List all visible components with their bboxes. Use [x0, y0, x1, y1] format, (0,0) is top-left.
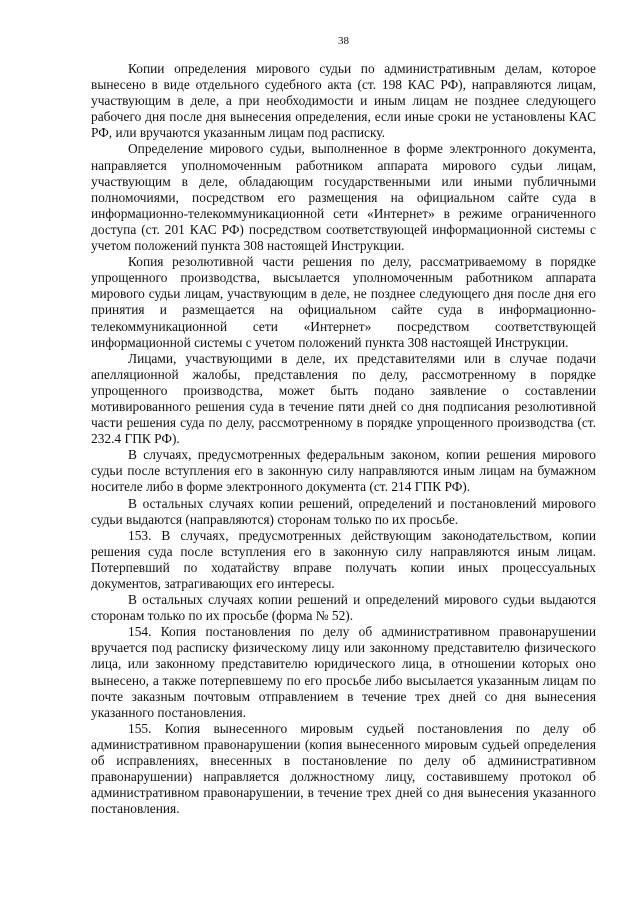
paragraph-federal-law-cases: В случаях, предусмотренных федеральным законом, копии решения мирового судьи после вступления его в законную силу направляются иным лицам на бумажном носителе либо в форме электронного документа (ст. 214 ГПК РФ).	[91, 447, 596, 495]
page-number: 38	[338, 35, 349, 47]
paragraph-resolution-part-copy: Копия резолютивной части решения по делу, рассматриваемому в порядке упрощенного производства, высылается уполномоченным работником аппарата мирового судьи лицам, участвующим в деле, не позднее следующего дня после дня его принятия и размещается на официальном сайте суда в информационно-телекоммуникационной сети «Интернет» посредством соответствующей информационной системы с учетом положений пункта 308 настоящей Инструкции.	[91, 254, 596, 350]
paragraph-item-154: 154. Копия постановления по делу об административном правонарушении вручается под расписку физическому лицу или законному представителю физического лица, или законному представителю юридического лица, в отношении которых оно вынесено, а также потерпевшему по его просьбе либо высылается указанным лицам по почте заказным почтовым отправлением в течение трех дней со дня вынесения указанного постановления.	[91, 624, 596, 720]
paragraph-electronic-ruling: Определение мирового судьи, выполненное в форме электронного документа, направляется уполномоченным работником аппарата мирового судьи лицам, участвующим в деле, обладающим государственными или иными публичными полномочиями, посредством его размещения на официальном сайте суда в информационно-телекоммуникационной сети «Интернет» в режиме ограниченного доступа (ст. 201 КАС РФ) посредством соответствующей информационной системы с учетом положений пункта 308 настоящей Инструкции.	[91, 141, 596, 254]
paragraph-motivated-decision-request: Лицами, участвующими в деле, их представителями или в случае подачи апелляционной жалобы, представления по делу, рассмотренному в порядке упрощенного производства, может быть подано заявление о составлении мотивированного решения суда в течение пяти дней со дня подписания резолютивной части решения суда по делу, рассмотренному в порядке упрощенного производства (ст. 232.4 ГПК РФ).	[91, 350, 596, 447]
paragraph-other-cases-form-52: В остальных случаях копии решений и определений мирового судьи выдаются сторонам только по их просьбе (форма № 52).	[91, 592, 596, 624]
paragraph-item-155: 155. Копия вынесенного мировым судьей постановления по делу об административном правонарушении (копия вынесенного мировым судьей определения об исправлениях, внесенных в постановление по делу об административном правонарушении) направляется должностному лицу, составившему протокол об административном правонарушении, в течение трех дней со дня вынесения указанного постановления.	[91, 720, 596, 817]
document-page	[91, 34, 596, 817]
paragraph-court-ruling-copies: Копии определения мирового судьи по административным делам, которое вынесено в виде отдельного судебного акта (ст. 198 КАС РФ), направляются лицам, участвующим в деле, а при необходимости и иным лицам не позднее следующего рабочего дня после дня вынесения определения, если иные сроки не установлены КАС РФ, или вручаются указанным лицам под расписку.	[91, 61, 596, 141]
paragraph-item-153: 153. В случаях, предусмотренных действующим законодательством, копии решения суда после вступления его в законную силу направляются иным лицам. Потерпевший по ходатайству вправе получать копии иных процессуальных документов, затрагивающих его интересы.	[91, 527, 596, 591]
paragraph-other-cases-decisions: В остальных случаях копии решений, определений и постановлений мирового судьи выдаются (направляются) сторонам только по их просьбе.	[91, 495, 596, 527]
